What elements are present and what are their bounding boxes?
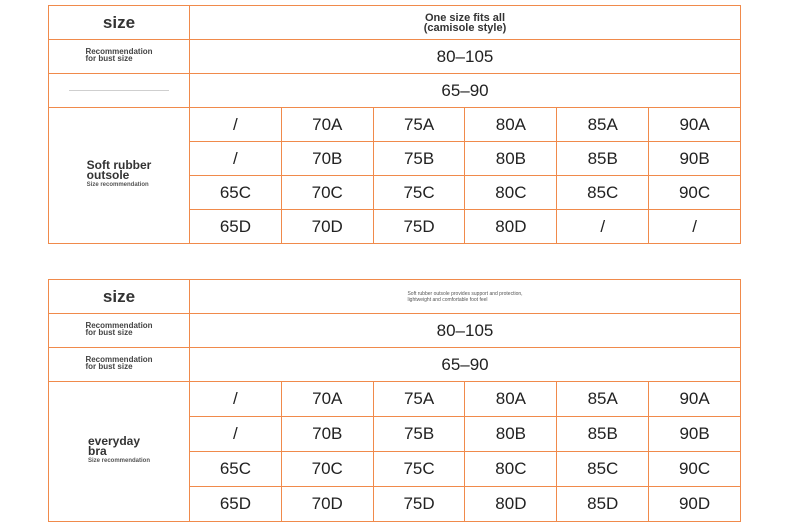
rec-label-line-1: Recommendation xyxy=(85,354,153,364)
under-range: 65–90 xyxy=(441,354,489,374)
size-cell: 70A xyxy=(281,108,373,142)
group-label-cell xyxy=(49,382,190,522)
size-cell: 75C xyxy=(373,176,465,210)
group-label-line-2: outsole xyxy=(86,168,130,182)
size-cell: 70A xyxy=(281,382,373,417)
size-cell: 75C xyxy=(373,452,465,487)
rec-label-line-1: Recommendation xyxy=(85,46,153,56)
size-cell: / xyxy=(190,108,282,142)
under-range-cell xyxy=(190,74,741,108)
size-cell: / xyxy=(190,382,282,417)
bust-range-cell xyxy=(190,314,741,348)
group-label-cell xyxy=(49,108,190,244)
size-cell: 70B xyxy=(281,417,373,452)
header-line-2: (camisole style) xyxy=(423,21,507,34)
size-table-2 xyxy=(48,279,741,522)
faint-divider xyxy=(69,90,169,91)
size-cell: 85C xyxy=(557,452,649,487)
size-cell: 90C xyxy=(649,452,741,487)
bust-range: 80–105 xyxy=(436,320,494,340)
size-cell: 65D xyxy=(190,487,282,522)
header-cell xyxy=(190,6,741,40)
table-row xyxy=(49,314,741,348)
size-cell: / xyxy=(190,142,282,176)
group-label-line-1: everyday xyxy=(87,434,141,448)
size-cell: 70D xyxy=(281,487,373,522)
rec-label-cell xyxy=(49,40,190,74)
size-cell: 75D xyxy=(373,210,465,244)
rec-label-line-1: Recommendation xyxy=(85,320,153,330)
size-cell: 90B xyxy=(649,142,741,176)
header-line-1: Soft rubber outsole provides support and protection, xyxy=(407,290,523,297)
size-label: size xyxy=(102,12,136,32)
size-cell: 90C xyxy=(649,176,741,210)
table-row xyxy=(49,6,741,40)
under-range: 65–90 xyxy=(441,80,489,100)
size-cell: / xyxy=(557,210,649,244)
size-cell: 80A xyxy=(465,108,557,142)
rec-label-cell xyxy=(49,348,190,382)
size-cell: 90A xyxy=(649,382,741,417)
size-cell: 70B xyxy=(281,142,373,176)
size-cell: 85B xyxy=(557,417,649,452)
size-cell: 70D xyxy=(281,210,373,244)
size-cell: 75A xyxy=(373,382,465,417)
size-cell: 85B xyxy=(557,142,649,176)
table-row xyxy=(49,74,741,108)
rec-label-line-2: for bust size xyxy=(85,53,133,63)
size-cell: / xyxy=(649,210,741,244)
size-cell: 85C xyxy=(557,176,649,210)
size-cell: 90A xyxy=(649,108,741,142)
size-cell: 85A xyxy=(557,108,649,142)
size-cell: 90B xyxy=(649,417,741,452)
size-cell: 75D xyxy=(373,487,465,522)
under-range-cell xyxy=(190,348,741,382)
size-cell: 65D xyxy=(190,210,282,244)
size-cell: 80A xyxy=(465,382,557,417)
header-cell xyxy=(190,280,741,314)
table-row xyxy=(49,108,741,142)
table-row xyxy=(49,348,741,382)
group-label-line-1: Soft rubber xyxy=(86,158,152,172)
header-line-2: lightweight and comfortable foot feel xyxy=(407,296,488,303)
size-cell: 75A xyxy=(373,108,465,142)
size-cell: 75B xyxy=(373,142,465,176)
size-cell: 85A xyxy=(557,382,649,417)
size-cell: 75B xyxy=(373,417,465,452)
size-cell: 85D xyxy=(557,487,649,522)
table-row xyxy=(49,382,741,417)
size-cell: 70C xyxy=(281,452,373,487)
rec-label-cell xyxy=(49,314,190,348)
bust-range: 80–105 xyxy=(436,46,494,66)
rec-label-line-2: for bust size xyxy=(85,361,133,371)
size-cell: 65C xyxy=(190,176,282,210)
size-label: size xyxy=(102,286,136,306)
size-cell: 80C xyxy=(465,176,557,210)
size-cell: 80B xyxy=(465,417,557,452)
size-cell: 90D xyxy=(649,487,741,522)
table-row xyxy=(49,280,741,314)
size-cell: / xyxy=(190,417,282,452)
size-cell: 80D xyxy=(465,210,557,244)
size-cell: 80B xyxy=(465,142,557,176)
size-table-1 xyxy=(48,5,741,244)
size-cell: 80D xyxy=(465,487,557,522)
size-cell: 70C xyxy=(281,176,373,210)
table-row xyxy=(49,40,741,74)
bust-range-cell xyxy=(190,40,741,74)
group-label-line-2: bra xyxy=(87,444,107,458)
size-header-cell xyxy=(49,6,190,40)
rec-label-line-2: for bust size xyxy=(85,327,133,337)
group-label-sub: Size recommendation xyxy=(87,458,150,464)
header-line-1: One size fits all xyxy=(424,11,506,24)
group-label-sub: Size recommendation xyxy=(86,182,149,188)
size-header-cell xyxy=(49,280,190,314)
blank-label-cell xyxy=(49,74,190,108)
size-cell: 65C xyxy=(190,452,282,487)
size-cell: 80C xyxy=(465,452,557,487)
